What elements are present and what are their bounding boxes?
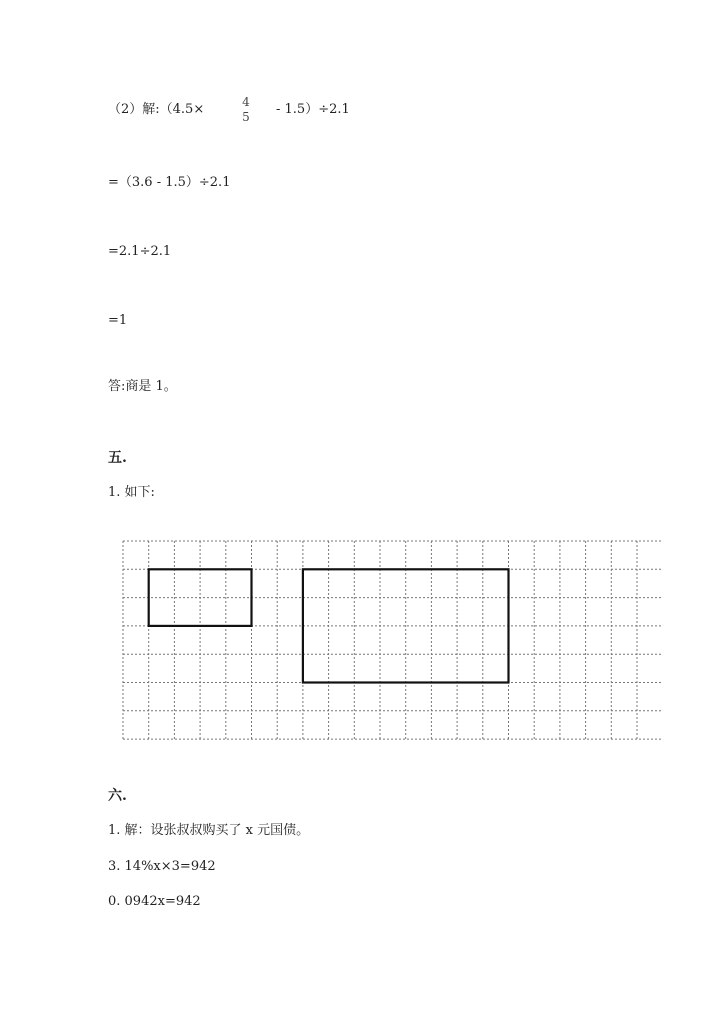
expression-right: - 1.5）÷2.1 bbox=[276, 102, 350, 117]
fraction bbox=[238, 95, 254, 125]
section5-item-1: 1. 如下: bbox=[108, 485, 155, 500]
section6-line-3: 0. 0942x=942 bbox=[108, 894, 201, 909]
section-heading-6: 六. bbox=[108, 788, 127, 804]
answer-line: 答:商是 1。 bbox=[108, 379, 177, 394]
section6-line-1: 1. 解：设张叔叔购买了 x 元国债。 bbox=[108, 823, 310, 838]
step-2: =2.1÷2.1 bbox=[108, 244, 172, 259]
section-heading-5: 五. bbox=[108, 450, 127, 466]
fraction-denominator: 5 bbox=[242, 110, 250, 124]
step-1: =（3.6 - 1.5）÷2.1 bbox=[108, 175, 231, 190]
fraction-numerator: 4 bbox=[242, 95, 250, 109]
step-3: =1 bbox=[108, 313, 128, 328]
expression-line bbox=[108, 102, 204, 118]
grid-figure bbox=[122, 540, 662, 740]
section6-line-2: 3. 14%x×3=942 bbox=[108, 859, 216, 874]
expression-left: （2）解:（4.5× bbox=[108, 102, 205, 117]
